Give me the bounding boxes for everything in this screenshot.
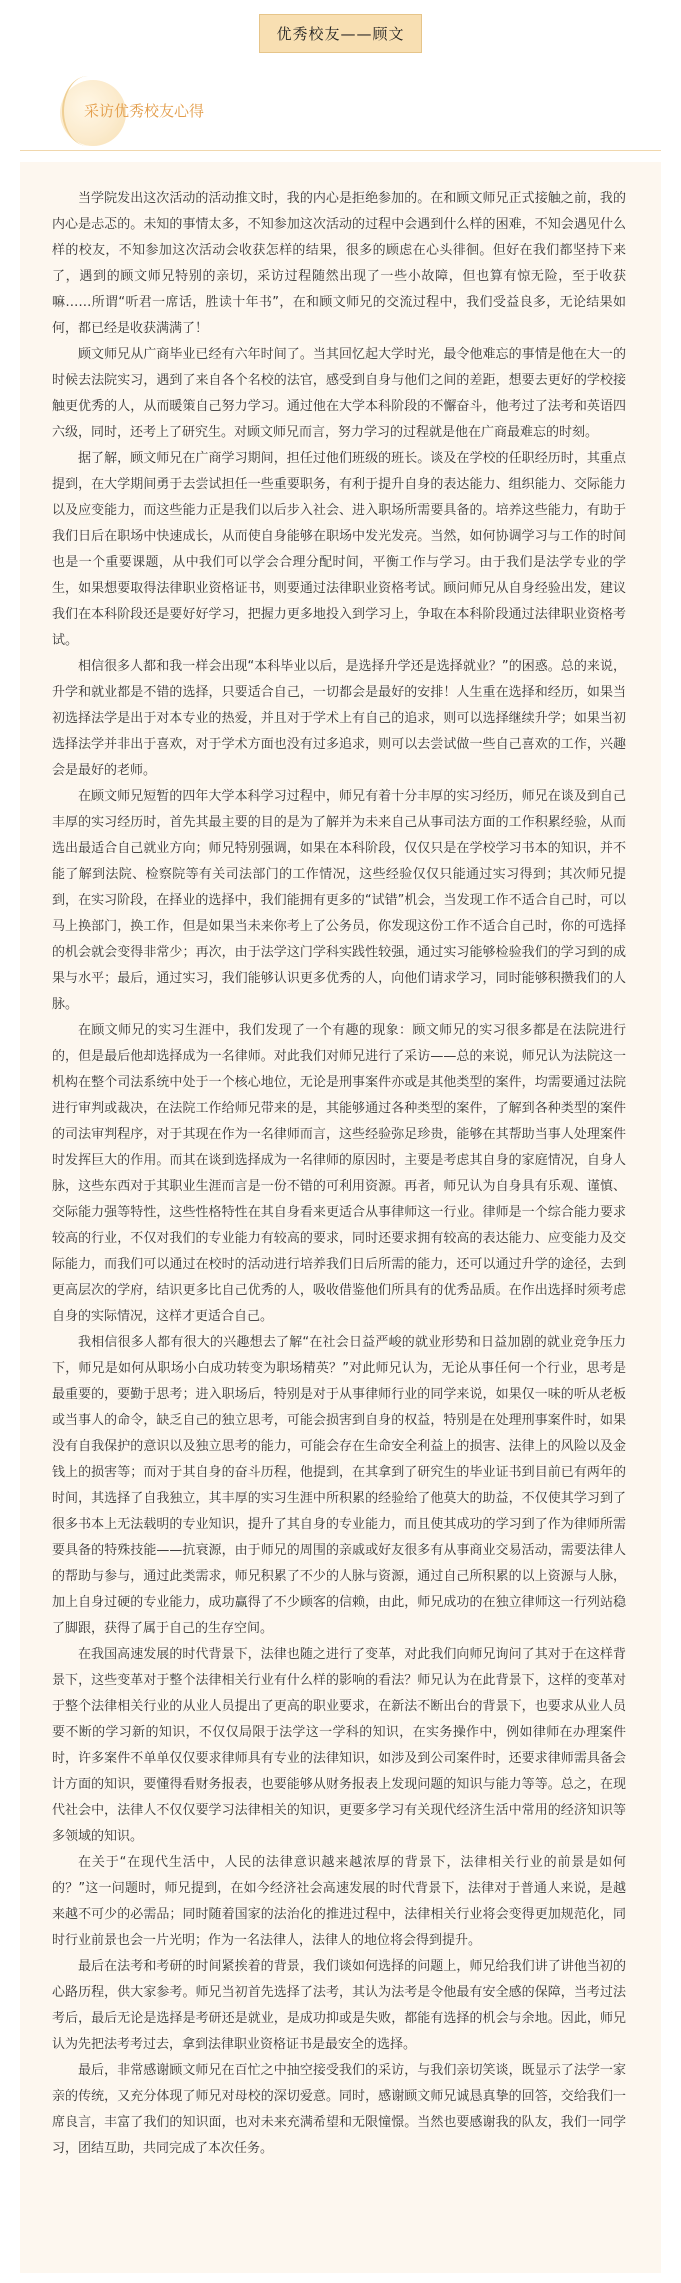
title-tag-wrapper: [0, 14, 681, 53]
header-divider: [20, 150, 661, 151]
article-paragraph: 我相信很多人都有很大的兴趣想去了解“在社会日益严峻的就业形势和日益加剧的就业竞争压力下，师兄是如何从职场小白成功转变为职场精英？”对此师兄认为，无论从事任何一个行业，思考是最重要的，要勤于思考；进入职场后，特别是对于从事律师行业的同学来说，如果仅一味的听从老板或当事人的命令，缺乏自己的独立思考，可能会损害到自身的权益，特别是在处理刑事案件时，如果没有自我保护的意识以及独立思考的能力，可能会存在生命安全利益上的损害、法律上的风险以及金钱上的损害等；而对于其自身的奋斗历程，他提到，在其拿到了研究生的毕业证书到目前已有两年的时间，其选择了自我独立，其丰厚的实习生涯中所积累的经验给了他莫大的助益，不仅使其学习到了很多书本上无法载明的专业知识，提升了其自身的专业能力，而且使其成功的学习到了作为律师所需要具备的特殊技能——抗衰源，由于师兄的周围的亲戚或好友很多有从事商业交易活动，需要法律人的帮助与参与，通过此类需求，师兄积累了不少的人脉与资源，通过自己所积累的以上资源与人脉，加上自身过硬的专业能力，成功赢得了不少顾客的信赖，由此，师兄成功的在独立律师这一行列站稳了脚跟，获得了属于自己的生存空间。: [52, 1335, 626, 1636]
article-paragraph: 在顾文师兄短暂的四年大学本科学习过程中，师兄有着十分丰厚的实习经历，师兄在谈及到自己丰厚的实习经历时，首先其最主要的目的是为了解并为未来自己从事司法方面的工作积累经验，从而选出最适合自己就业方向；师兄特别强调，如果在本科阶段，仅仅只是在学校学习书本的知识，并不能了解到法院、检察院等有关司法部门的工作情况，这些经验仅仅只能通过实习得到；其次师兄提到，在实习阶段，在择业的选择中，我们能拥有更多的“试错”机会，当发现工作不适合自己时，可以马上换部门，换工作，但是如果当未来你考上了公务员，你发现这份工作不适合自己时，你的可选择的机会就会变得非常少；再次，由于法学这门学科实践性较强，通过实习能够检验我们的学习到的成果与水平；最后，通过实习，我们能够认识更多优秀的人，向他们请求学习，同时能够积攒我们的人脉。: [52, 789, 626, 1012]
article-paragraph: 当学院发出这次活动的活动推文时，我的内心是拒绝参加的。在和顾文师兄正式接触之前，我的内心是忐忑的。未知的事情太多，不知参加这次活动的过程中会遇到什么样的困难，不知会遇见什么样的校友，不知参加这次活动会收获怎样的结果，很多的顾虑在心头徘徊。但好在我们都坚持下来了，遇到的顾文师兄特别的亲切，采访过程随然出现了一些小故障，但也算有惊无险，至于收获嘛……所谓“听君一席话，胜读十年书”，在和顾文师兄的交流过程中，我们受益良多，无论结果如何，都已经是收获满满了！: [52, 191, 626, 336]
article-paragraph: 最后在法考和考研的时间紧挨着的背景，我们谈如何选择的问题上，师兄给我们讲了讲他当初的心路历程，供大家参考。师兄当初首先选择了法考，其认为法考是令他最有安全感的保障，当考过法考后，最后无论是选择是考研还是就业，是成功抑或是失败，都能有选择的机会与余地。因此，师兄认为先把法考考过去，拿到法律职业资格证书是最安全的选择。: [52, 1959, 626, 2052]
subtitle-area: [60, 70, 260, 150]
article-paragraph: 在关于“在现代生活中，人民的法律意识越来越浓厚的背景下，法律相关行业的前景是如何的？”这一问题时，师兄提到，在如今经济社会高速发展的时代背景下，法律对于普通人来说，是越来越不可少的必需品；同时随着国家的法治化的推进过程中，法律相关行业将会变得更加规范化，同时行业前景也会一片光明；作为一名法律人，法律人的地位将会得到提升。: [52, 1855, 626, 1948]
article-paragraph: 据了解，顾文师兄在广商学习期间，担任过他们班级的班长。谈及在学校的任职经历时，其重点提到，在大学期间勇于去尝试担任一些重要职务，有利于提升自身的表达能力、组织能力、交际能力以及应变能力，而这些能力正是我们以后步入社会、进入职场所需要具备的。培养这些能力，有助于我们日后在职场中快速成长，从而使自身能够在职场中发光发亮。当然，如何协调学习与工作的时间也是一个重要课题，从中我们可以学会合理分配时间，平衡工作与学习。由于我们是法学专业的学生，如果想要取得法律职业资格证书，则要通过法律职业资格考试。顾问师兄从自身经验出发，建议我们在本科阶段还是要好好学习，把握力更多地投入到学习上，争取在本科阶段通过法律职业资格考试。: [52, 451, 626, 648]
article-paragraph: 相信很多人都和我一样会出现“本科毕业以后，是选择升学还是选择就业？”的困惑。总的来说，升学和就业都是不错的选择，只要适合自己，一切都会是最好的安排！人生重在选择和经历，如果当初选择法学是出于对本专业的热爱，并且对于学术上有自己的追求，则可以选择继续升学；如果当初选择法学并非出于喜欢，对于学术方面也没有过多追求，则可以去尝试做一些自己喜欢的工作，兴趣会是最好的老师。: [52, 659, 626, 778]
article-paragraph: 在我国高速发展的时代背景下，法律也随之进行了变革，对此我们向师兄询问了其对于在这样背景下，这些变革对于整个法律相关行业有什么样的影响的看法？师兄认为在此背景下，这样的变革对于整个法律相关行业的从业人员提出了更高的职业要求，在新法不断出台的背景下，也要求从业人员要不断的学习新的知识，不仅仅局限于法学这一学科的知识，在实务操作中，例如律师在办理案件时，许多案件不单单仅仅要求律师具有专业的法律知识，如涉及到公司案件时，还要求律师需具备会计方面的知识，要懂得看财务报表，也要能够从财务报表上发现问题的知识与能力等等。总之，在现代社会中，法律人不仅仅要学习法律相关的知识，更要多学习有关现代经济生活中常用的经济知识等多领域的知识。: [52, 1647, 626, 1844]
article-paragraph: 在顾文师兄的实习生涯中，我们发现了一个有趣的现象：顾文师兄的实习很多都是在法院进行的，但是最后他却选择成为一名律师。对此我们对师兄进行了采访——总的来说，师兄认为法院这一机构在整个司法系统中处于一个核心地位，无论是刑事案件亦或是其他类型的案件，均需要通过法院进行审判或裁决，在法院工作给师兄带来的是，其能够通过各种类型的案件，了解到各种类型的案件的司法审判程序，对于其现在作为一名律师而言，这些经验弥足珍贵，能够在其帮助当事人处理案件时发挥巨大的作用。而其在谈到选择成为一名律师的原因时，主要是考虑其自身的家庭情况，自身人脉，这些东西对于其职业生涯而言是一份不错的可利用资源。再者，师兄认为自身具有乐观、谨慎、交际能力强等特性，这些性格特性在其自身看来更适合从事律师这一行业。律师是一个综合能力要求较高的行业，不仅对我们的专业能力有较高的要求，同时还要求拥有较高的表达能力、应变能力及交际能力，而我们可以通过在校时的活动进行培养我们日后所需的能力，还可以通过升学的途径，去到更高层次的学府，结识更多比自己优秀的人，吸收借鉴他们所具有的优秀品质。在作出选择时须考虑自身的实际情况，这样才更适合自己。: [52, 1023, 626, 1324]
article-body: [52, 186, 626, 2162]
title-tag: 优秀校友——顾文: [259, 14, 421, 53]
article-paragraph: 最后，非常感谢顾文师兄在百忙之中抽空接受我们的采访，与我们亲切笑谈，既显示了法学一家亲的传统，又充分体现了师兄对母校的深切爱意。同时，感谢顾文师兄诚恳真挚的回答，交给我们一席良言，丰富了我们的知识面，也对未来充满希望和无限憧憬。当然也要感谢我的队友，我们一同学习，团结互助，共同完成了本次任务。: [52, 2063, 626, 2156]
section-subtitle: 采访优秀校友心得: [84, 102, 205, 120]
article-paragraph: 顾文师兄从广商毕业已经有六年时间了。当其回忆起大学时光，最令他难忘的事情是他在大一的时候去法院实习，遇到了来自各个名校的法官，感受到自身与他们之间的差距，想要去更好的学校接触更优秀的人，从而暖策自己努力学习。通过他在大学本科阶段的不懈奋斗，他考过了法考和英语四六级，同时，还考上了研究生。对顾文师兄而言，努力学习的过程就是他在广商最难忘的时刻。: [52, 347, 626, 440]
